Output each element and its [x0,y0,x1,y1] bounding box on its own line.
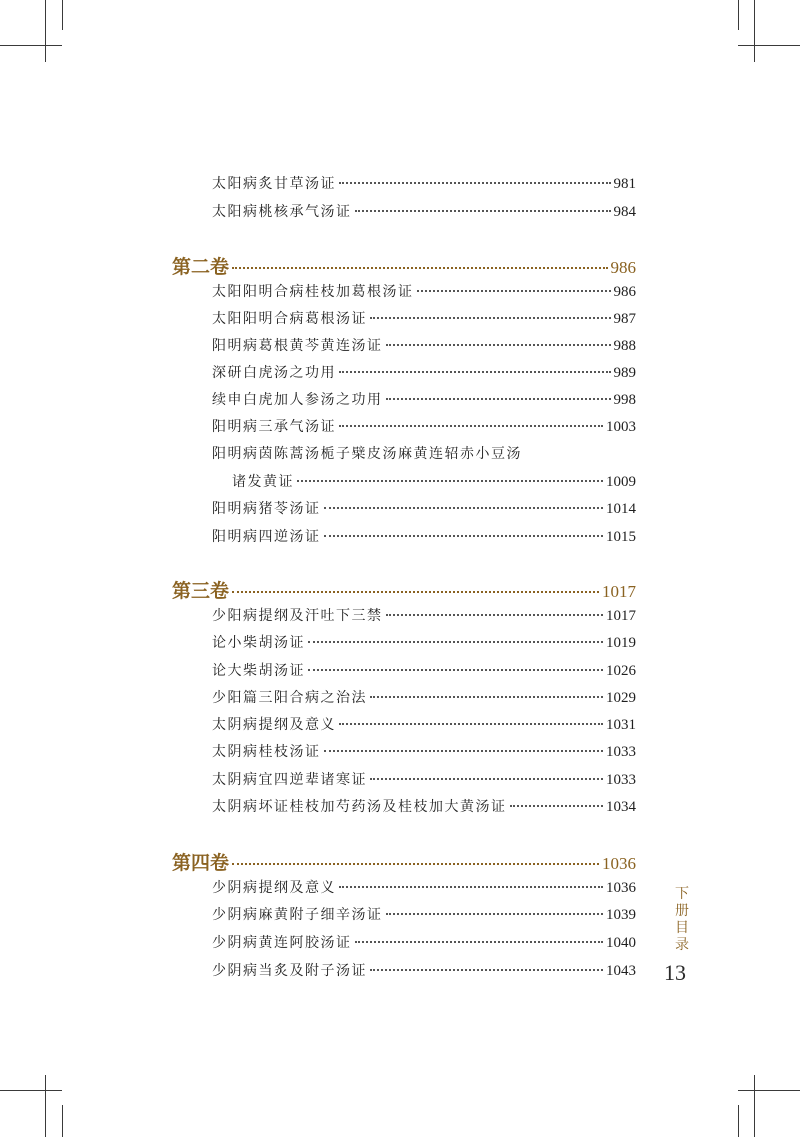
toc-entry [212,632,636,656]
toc-entry [212,660,636,684]
toc-entry-title: 太阳病桃核承气汤证 [212,204,352,220]
toc-entry-page: 1015 [606,529,636,545]
toc-entry-page: 1040 [606,935,636,951]
toc-leader [339,425,603,427]
toc-entry-title: 少阴病黄连阿胶汤证 [212,935,352,951]
toc-entry-page: 1043 [606,963,636,979]
toc-entry [212,769,636,793]
toc-entry-page: 988 [613,338,636,354]
toc-leader [386,398,611,400]
toc-entry-title: 少阳篇三阳合病之治法 [212,690,367,706]
toc-entry-page: 989 [613,365,636,381]
toc-leader [339,182,611,184]
toc-entry-title: 阳明病三承气汤证 [212,419,336,435]
toc-entry-title: 太阴病提纲及意义 [212,717,336,733]
toc-entry [212,741,636,765]
toc-volume-heading [172,252,636,280]
toc-entry-page: 1026 [606,663,636,679]
toc-leader [355,210,611,212]
toc-entry [212,687,636,711]
page-number: 13 [664,960,686,985]
toc-leader [339,723,603,725]
toc-leader [386,614,604,616]
toc-entry [212,308,636,332]
toc-leader [232,863,599,865]
toc-entry-title: 太阴病宜四逆辈诸寒证 [212,772,367,788]
toc-entry [212,526,636,550]
toc-entry-title: 阳明病葛根黄芩黄连汤证 [212,338,383,354]
toc-entry-title: 太阳病炙甘草汤证 [212,176,336,192]
toc-volume-heading [172,576,636,604]
toc-entry-title: 深研白虎汤之功用 [212,365,336,381]
toc-leader [355,941,604,943]
toc-entry [212,362,636,386]
toc-entry-title: 续申白虎加人参汤之功用 [212,392,383,408]
toc-leader [324,750,604,752]
toc-entry-title: 论大柴胡汤证 [212,663,305,679]
toc-leader [417,290,611,292]
toc-entry-title: 阳明病茵陈蒿汤栀子檗皮汤麻黄连轺赤小豆汤 [212,446,522,462]
toc-leader [297,480,603,482]
toc-volume-page: 1017 [602,582,636,601]
toc-entry-page: 1029 [606,690,636,706]
toc-volume-heading [172,848,636,876]
toc-entry-title: 太阴病坏证桂枝加芍药汤及桂枝加大黄汤证 [212,799,507,815]
toc-entry-page: 1009 [606,474,636,490]
toc-entry [212,335,636,359]
toc-leader [370,778,603,780]
toc-entry-title: 论小柴胡汤证 [212,635,305,651]
toc-volume-title: 第四卷 [172,852,230,874]
toc-entry-page: 1014 [606,501,636,517]
toc-leader [308,669,603,671]
toc-entry-title: 少阴病当炙及附子汤证 [212,963,367,979]
toc-entry [212,173,636,197]
toc-entry-title: 太阳阳明合病桂枝加葛根汤证 [212,284,414,300]
toc-entry-page: 984 [613,204,636,220]
toc-leader [232,591,599,593]
toc-leader [370,696,603,698]
toc-entry-page: 987 [613,311,636,327]
toc-entry-page: 998 [613,392,636,408]
toc-entry [212,714,636,738]
section-side-tab: 下册目录 [675,886,689,953]
toc-leader [339,371,611,373]
toc-entry [212,416,636,440]
toc-entry-page: 981 [613,176,636,192]
toc-entry [212,389,636,413]
toc-entry [212,443,522,467]
toc-entry [212,960,636,984]
toc-leader [510,805,604,807]
toc-volume-title: 第三卷 [172,580,230,602]
toc-leader [386,344,611,346]
toc-entry [212,904,636,928]
toc-entry-title: 少阳病提纲及汗吐下三禁 [212,608,383,624]
toc-leader [339,886,603,888]
toc-volume-title: 第二卷 [172,256,230,278]
toc-entry [212,796,636,820]
toc-entry-title: 太阴病桂枝汤证 [212,744,321,760]
toc-entry-page: 1034 [606,799,636,815]
toc-volume-page: 1036 [602,854,636,873]
toc-entry-page: 1031 [606,717,636,733]
toc-entry [212,605,636,629]
toc-entry-page: 986 [613,284,636,300]
toc-entry-title: 太阳阳明合病葛根汤证 [212,311,367,327]
toc-leader [370,969,603,971]
toc-leader [370,317,611,319]
toc-leader [308,641,603,643]
toc-entry-page: 1003 [606,419,636,435]
toc-entry-title: 少阴病提纲及意义 [212,880,336,896]
toc-entry-title: 阳明病猪苓汤证 [212,501,321,517]
toc-entry-title: 少阴病麻黄附子细辛汤证 [212,907,383,923]
toc-entry [212,932,636,956]
toc-entry-page: 1039 [606,907,636,923]
toc-entry-continuation [232,471,636,495]
toc-leader [324,507,604,509]
toc-entry [212,201,636,225]
toc-entry-title: 诸发黄证 [232,474,294,490]
toc-leader [386,913,604,915]
toc-leader [324,535,604,537]
toc-entry [212,877,636,901]
toc-entry-page: 1033 [606,744,636,760]
toc-entry [212,281,636,305]
toc-entry-page: 1019 [606,635,636,651]
toc-leader [232,267,607,269]
toc-entry-page: 1017 [606,608,636,624]
toc-entry-title: 阳明病四逆汤证 [212,529,321,545]
toc-entry-page: 1033 [606,772,636,788]
toc-entry-page: 1036 [606,880,636,896]
toc-entry [212,498,636,522]
toc-volume-page: 986 [610,258,636,277]
